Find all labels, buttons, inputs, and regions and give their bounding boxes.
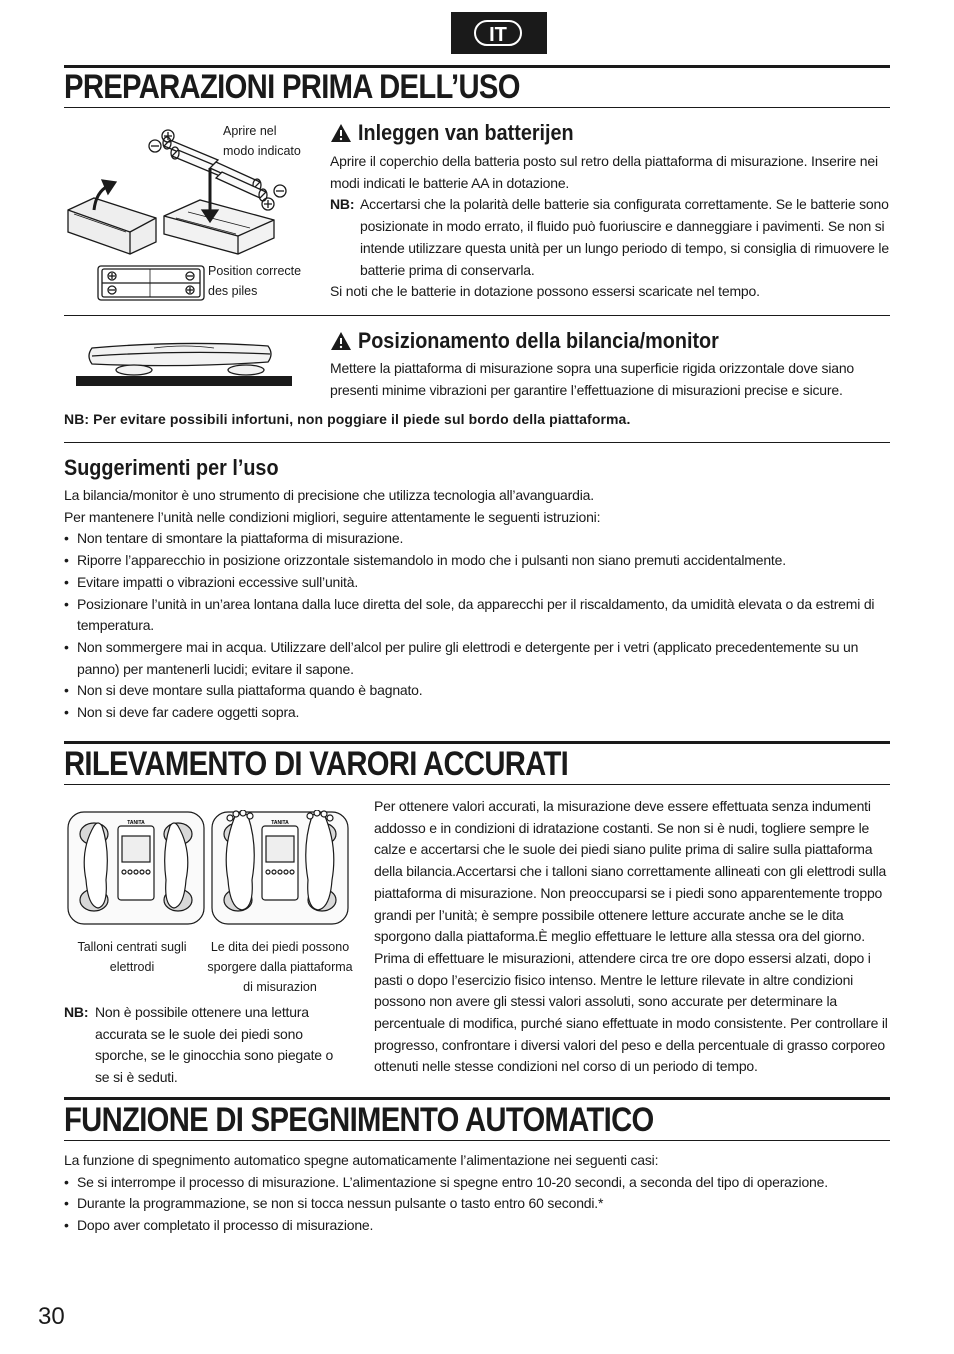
brand-label: TANITA: [127, 820, 145, 826]
auto-off-intro: La funzione di spegnimento automatico spegne automaticamente l’alimentazione nei seguenti casi:: [64, 1152, 659, 1168]
foot-warning-note: NB: Per evitare possibili infortuni, non poggiare il piede sul bordo della piattaforma.: [64, 411, 631, 427]
brand-label: TANITA: [271, 820, 289, 826]
section-title-auto-off: FUNZIONE DI SPEGNIMENTO AUTOMATICO: [64, 1101, 654, 1139]
language-badge: [451, 12, 547, 54]
battery-note: Si noti che le batterie in dotazione possono essersi scaricate nel tempo.: [330, 283, 760, 300]
battery-position-label: Position correcte des piles: [208, 264, 302, 298]
accurate-nb: [64, 1002, 350, 1089]
auto-off-block: [64, 1150, 890, 1237]
accurate-nb-label: NB:: [64, 1004, 89, 1020]
section-rule-top: [64, 741, 890, 744]
warning-icon: [330, 123, 352, 143]
list-item: • Se si interrompe il processo di misurazione. L’alimentazione si spegne entro 10-20 secondi, a seconda del tipo di operazione.: [64, 1172, 890, 1194]
caption-toes-overhang: Le dita dei piedi possono sporgere dalla piattaforma di misurazion: [207, 940, 353, 994]
auto-off-list: [64, 1172, 890, 1237]
tips-intro-2: Per mantenere l’unità nelle condizioni migliori, seguire attentamente le seguenti istruzioni:: [64, 508, 601, 525]
section-rule-bottom: [64, 1140, 890, 1141]
placement-heading: [330, 328, 759, 354]
list-item: • Dopo aver completato il processo di misurazione.: [64, 1215, 890, 1237]
tips-list: [64, 528, 890, 723]
battery-nb-text: Accertarsi che la polarità delle batterie sia configurata correttamente. Se le batterie sono posizionate in modo errato, il fluido può fuoriuscire e danneggiare i pavimenti. Se non si intende utilizzare questa unità per un lungo periodo di tempo, si consiglia di rimuovere le batterie prima di conservarla.: [360, 196, 889, 278]
list-item: • Riporre l’apparecchio in posizione orizzontale sistemandolo in modo che i pulsanti non siano premuti accidentalmente.: [64, 550, 890, 572]
list-item: • Non sommergere mai in acqua. Utilizzare dell’alcol per pulire gli elettrodi e detergente per i vetri (applicato precedentemente su un panno) per mantenerli lucidi; evitare il sapone.: [64, 637, 890, 680]
tips-intro-1: La bilancia/monitor è uno strumento di precisione che utilizza tecnologia all’avanguardia.: [64, 487, 594, 503]
tips-heading: Suggerimenti per l’uso: [64, 455, 279, 480]
caption-heels-centered: Talloni centrati sugli elettrodi: [77, 940, 187, 974]
battery-open-label: Aprire nel modo indicato: [223, 124, 301, 158]
battery-heading-text: Inleggen van batterijen: [358, 120, 574, 145]
list-item: • Posizionare l’unità in un’area lontana dalla luce diretta del sole, da apparecchi per il riscaldamento, da umidità elevata o da estremi di temperatura.: [64, 594, 890, 637]
battery-nb-label: NB:: [330, 196, 355, 213]
tips-divider: [64, 442, 890, 443]
section-rule-top: [64, 1097, 890, 1100]
page-number: 30: [38, 1303, 65, 1330]
list-item: • Non si deve far cadere oggetti sopra.: [64, 702, 890, 724]
placement-paragraph: Mettere la piattaforma di misurazione sopra una superficie rigida orizzontale dove siano presenti minime vibrazioni per garantire l’effettuazione di misurazioni precise e sicure.: [330, 360, 855, 398]
section-rule-bottom: [64, 107, 890, 108]
section-title-accurate: RILEVAMENTO DI VARORI ACCURATI: [64, 745, 569, 783]
accurate-body: Per ottenere valori accurati, la misurazione deve essere effettuata senza indumenti addosso e in condizioni di idratazione costanti. Se non si è nudi, togliere sempre le calze e accertarsi che le suole dei piedi siano pulite prima di salire sulla piattaforma della bilancia.Accertarsi che i talloni siano correttamente allineati con gli elettrodi sulla piattaforma di misurazione. Non preoccuparsi se i piedi sono apparentemente troppo grandi per l’unità; è sempre possibile ottenere letture accurate anche se le dita sporgono dalla piattaforma.È meglio effettuare le letture alla stessa ora del giorno. Prima di effettuare le misurazioni, attendere circa tre ore dopo essersi alzati, dopo i pasti o dopo l’esercizio fisico intenso. Mentre le letture rilevate in altre condizioni possono non avere gli stessi valori assoluti, sono accurate per determinare la percentuale di modifica, purché siano effettuate in modo consistente. Per controllare il progresso, confrontare i diversi valori del peso e della percentuale di grasso corporeo ottenuti nelle stesse condizioni nel corso di un periodo di tempo.: [374, 798, 888, 1075]
battery-paragraph: Aprire il coperchio della batteria posto sul retro della piattaforma di misurazione. Inserire nei modi indicati le batterie AA in dotazione.: [330, 153, 878, 191]
language-code: IT: [474, 20, 522, 46]
section-title-preparation: PREPARAZIONI PRIMA DELL’USO: [64, 68, 520, 106]
section-rule-bottom: [64, 784, 890, 785]
battery-text-block: [330, 151, 890, 303]
subsection-divider: [64, 315, 890, 316]
list-item: • Durante la programmazione, se non si tocca nessun pulsante o tasto entro 60 secondi.*: [64, 1193, 890, 1215]
placement-heading-text: Posizionamento della bilancia/monitor: [358, 328, 719, 353]
feet-position-figure: [66, 810, 350, 928]
list-item: • Non tentare di smontare la piattaforma di misurazione.: [64, 528, 890, 550]
battery-heading: [330, 120, 598, 146]
accurate-nb-text: Non è possibile ottenere una lettura accurata se le suole dei piedi sono sporche, se le ginocchia sono piegate o se si è seduti.: [95, 1004, 334, 1086]
list-item: • Non si deve montare sulla piattaforma quando è bagnato.: [64, 680, 890, 702]
tips-block: [64, 485, 890, 724]
list-item: • Evitare impatti o vibrazioni eccessive sull’unità.: [64, 572, 890, 594]
warning-icon: [330, 331, 352, 351]
scale-placement-figure: [74, 336, 294, 390]
